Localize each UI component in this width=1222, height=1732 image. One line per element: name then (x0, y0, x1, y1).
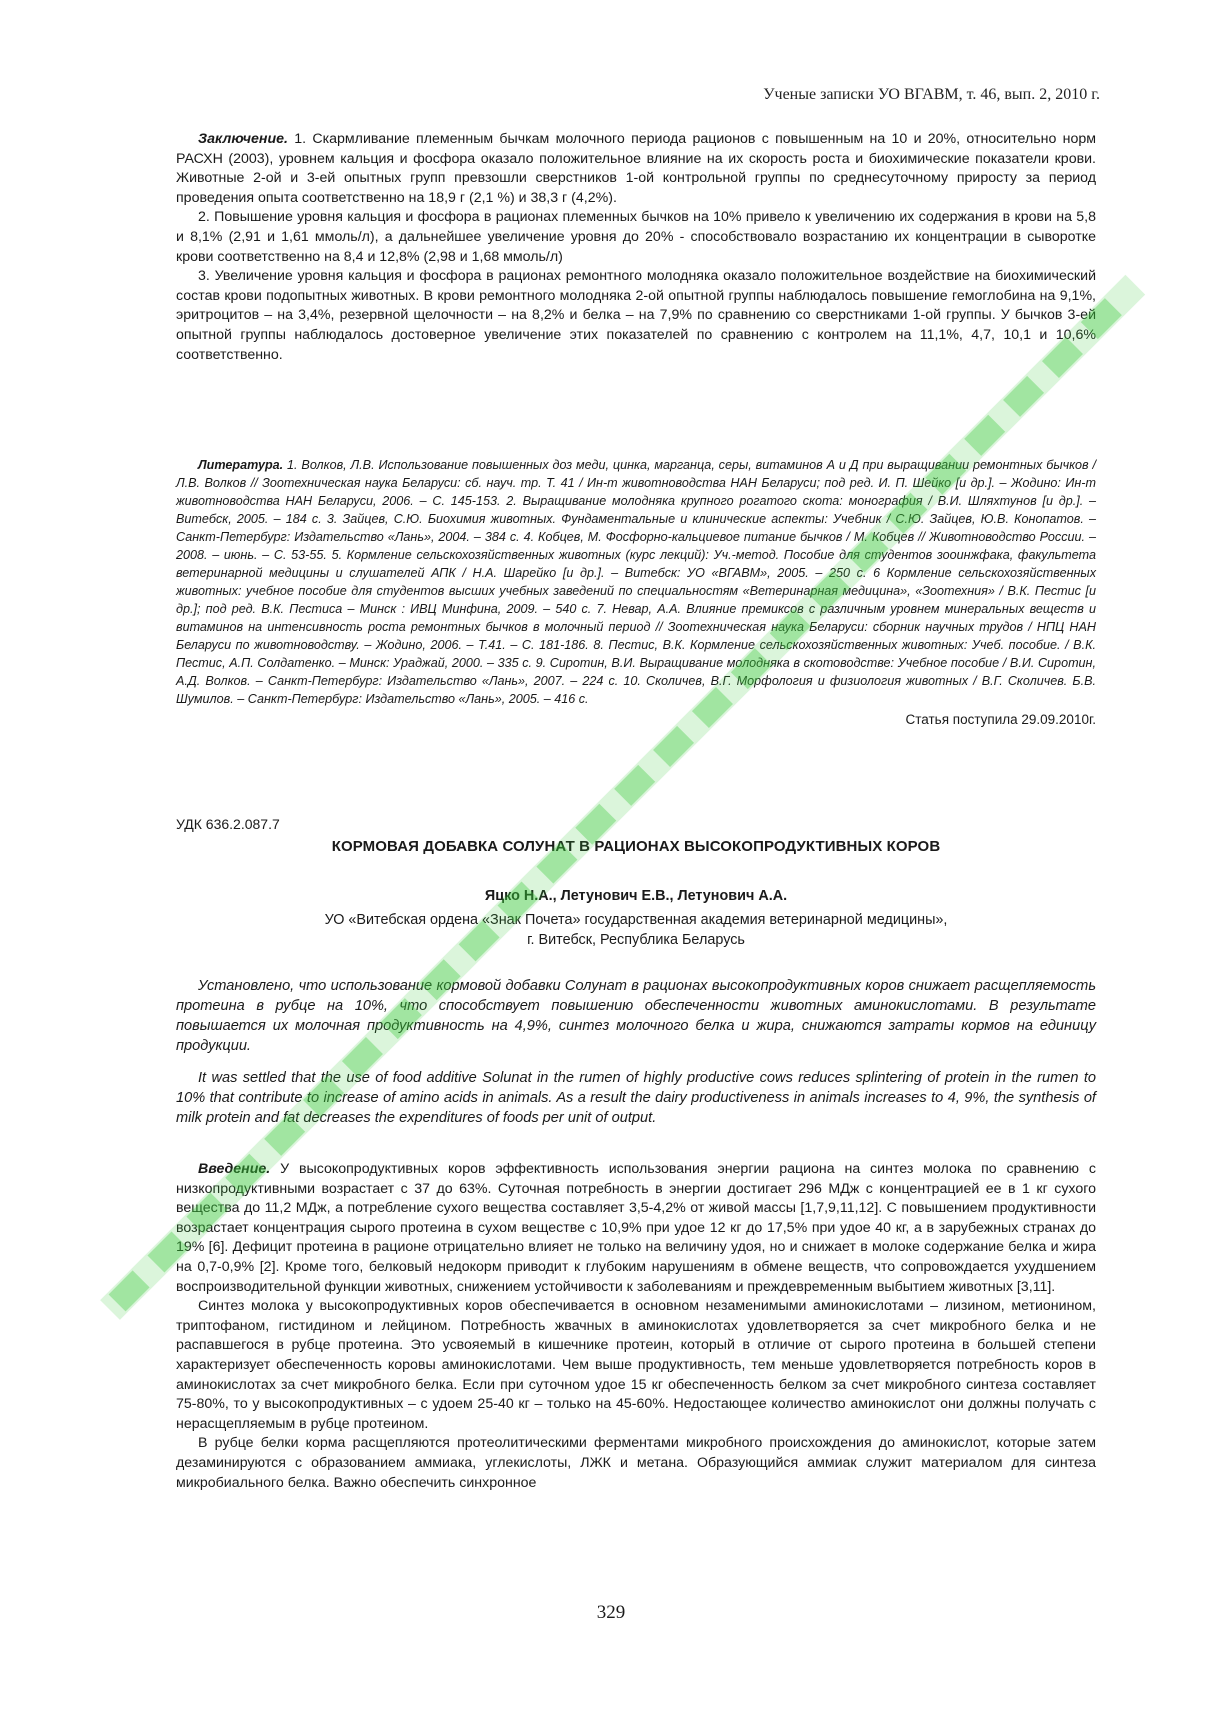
references-section (176, 456, 1096, 727)
conclusion-text-1: 1. Скармливание племенным бычкам молочного периода рационов с повышенным на 10 и 20%, относительно норм РАСХН (2003), уровнем кальция и фосфора оказало положительное влияние на их скорость роста и биохимические показатели крови. Животные 2-ой и 3-ей опытных групп превзошли сверстников 1-ой контрольной группы по среднесуточному приросту за период проведения опыта соответственно на 18,9 г (2,1 %) и 38,3 г (4,2%). (176, 131, 1096, 206)
article-title: КОРМОВАЯ ДОБАВКА СОЛУНАТ В РАЦИОНАХ ВЫСОКОПРОДУКТИВНЫХ КОРОВ (331, 838, 941, 855)
introduction-lead: Введение. (198, 1161, 271, 1177)
introduction-section (176, 1160, 1096, 1493)
references-text: 1. Волков, Л.В. Использование повышенных доз меди, цинка, марганца, серы, витаминов А и Д при выращивании ремонтных бычков / Л.В. Волков // Зоотехническая наука Беларуси: сб. науч. тр. Т. 41 / Ин-т животноводства НАН Беларуси; под ред. И. П. Шейко [и др.]. – Жодино: Ин-т животноводства НАН Беларуси, 2006. – С. 145-153. 2. Выращивание молодняка крупного рогатого скота: монография / В.И. Шляхтунов [и др.]. – Витебск, 2005. – 184 с. 3. Зайцев, С.Ю. Биохимия животных. Фундаментальные и клинические аспекты: Учебник / С.Ю. Зайцев, Ю.В. Конопатов. – Санкт-Петербург: Издательство «Лань», 2004. – 384 с. 4. Кобцев, М. Фосфорно-кальциевое питание бычков / М. Кобцев // Животноводство России. – 2008. – июнь. – С. 53-55. 5. Кормление сельскохозяйственных животных (курс лекций): Уч.-метод. Пособие для студентов зооинжфака, факультета ветеринарной медицины и слушателей АПК / Н.А. Шарейко [и др.]. – Витебск: УО «ВГАВМ», 2005. – 250 с. 6 Кормление сельскохозяйственных животных: учебное пособие для студентов высших учебных заведений по специальностям «Ветеринарная медицина», «Зоотехния» / В.К. Пестис [и др.]; под ред. В.К. Пестиса – Минск : ИВЦ Минфина, 2009. – 540 с. 7. Невар, А.А. Влияние премиксов с различным уровнем минеральных веществ и витаминов на интенсивность роста ремонтных бычков в молочный период // Зоотехническая наука Беларуси: сборник научных трудов / НПЦ НАН Беларуси по животноводству. – Жодино, 2006. – Т.41. – С. 181-186. 8. Пестис, В.К. Кормление сельскохозяйственных животных: Учеб. пособие. / В.К. Пестис, А.П. Солдатенко. – Минск: Ураджай, 2000. – 335 с. 9. Сиротин, В.И. Выращивание молодняка в скотоводстве: Учебное пособие / В.И. Сиротин, А.Д. Волков. – Санкт-Петербург: Издательство «Лань», 2007. – 224 с. 10. Сколичев, В.Г. Морфология и физиология животных / В.Г. Сколичев. Б.В. Шумилов. – Санкт-Петербург: Издательство «Лань», 2005. – 416 с. (176, 458, 1096, 706)
udk-code: УДК 636.2.087.7 (176, 816, 280, 832)
conclusion-paragraph-1 (176, 130, 1096, 208)
watermark-block (1003, 376, 1044, 417)
introduction-paragraph-3: В рубце белки корма расщепляются протеолитическими ферментами микробного происхождения до аминокислот, которые затем дезаминируются с образованием аммиака, углекислоты, ЛЖК и метана. Образующийся аммиак служит материалом для синтеза микробиального белка. Важно обеспечить синхронное (176, 1435, 1096, 1491)
watermark-block (109, 1270, 150, 1311)
watermark-block (964, 415, 1005, 456)
references-lead: Литература. (198, 458, 284, 472)
abstract-english: It was settled that the use of food additive Solunat in the rumen of highly productive cows reduces splintering of protein in the rumen to 10% that contribute to increase of amino acids in animals. As a result the dairy productiveness in animals increases to 4, 9%, the synthesis of milk protein and fat decreases the expenditures of foods per unit of output. (176, 1070, 1096, 1126)
conclusion-section (176, 130, 1096, 365)
introduction-text-1: У высокопродуктивных коров эффективность использования энергии рациона на синтез молока по сравнению с низкопродуктивными возрастает с 37 до 63%. Суточная потребность в энергии достигает 296 МДж с концентрацией ее в 1 кг сухого вещества до 11,2 МДж, а потребление сухого вещества составляет 3,5-4,2% от живой массы [1,7,9,11,12]. С повышением продуктивности возрастает концентрация сырого протеина в сухом веществе с 10,9% при удое 12 кг до 17,5% при удое 40 кг, а в зарубежных странах до 19% [6]. Дефицит протеина в рационе отрицательно влияет не только на величину удоя, но и снижает в молоке содержание белка и жира на 0,7-0,9% [2]. Кроме того, белковый недокорм приводит к глубоким нарушениям в обмене веществ, что сопровождается ухудшением воспроизводительной функции животных, снижением устойчивости к заболеваниям и преждевременным выбытием животных [3,11]. (176, 1161, 1096, 1295)
references-paragraph (176, 456, 1096, 708)
affiliation-line-1: УО «Витебская ордена «Знак Почета» государственная академия ветеринарной медицины», (324, 912, 948, 928)
abstract-russian: Установлено, что использование кормовой добавки Солунат в рационах высокопродуктивных коров снижает расщепляемость протеина в рубце на 10%, что способствует повышению обеспеченности животных аминокислотами. В результате повышается их молочная продуктивность на 4,9%, синтез молочного белка и жира, снижаются затраты кормов на единицу продукции. (176, 978, 1096, 1054)
introduction-paragraph-1 (176, 1160, 1096, 1297)
article-authors: Яцко Н.А., Летунович Е.В., Летунович А.А. (484, 888, 788, 904)
introduction-paragraph-2: Синтез молока у высокопродуктивных коров обеспечивается в основном незаменимыми аминокислотами – лизином, метионином, триптофаном, гистидином и лейцином. Потребность жвачных в аминокислотах удовлетворяется за счет микробного белка и не распавшегося в рубце протеина. Это усвояемый в кишечнике протеин, который в отличие от сырого протеина в большей степени характеризует обеспеченность коровы аминокислотами. Чем выше продуктивность, тем меньше удовлетворяется потребность коров в аминокислотах за счет микробного белка. Если при суточном удое 15 кг обеспеченность белком за счет микробного синтеза составляет 75-80%, то у высокопродуктивных – с удоем 25-40 кг – только на 45-60%. Недостающее количество аминокислот они должны получать с нерасщепляемым в рубце протеином. (176, 1298, 1096, 1432)
conclusion-paragraph-3: 3. Увеличение уровня кальция и фосфора в рационах ремонтного молодняка оказало положительное воздействие на биохимический состав крови подопытных животных. В крови ремонтного молодняка 2-ой опытной группы наблюдалось повышение гемоглобина на 9,1%, эритроцитов – на 3,4%, резервной щелочности – на 8,2% и белка – на 7,9% по сравнению со сверстниками 1-ой группы. У бычков 3-ей опытной группы наблюдалось достоверное увеличение этих показателей по сравнению с контролем на 11,1%, 4,7, 10,1 и 10,6% соответственно. (176, 268, 1096, 363)
page-number: 329 (596, 1602, 626, 1623)
running-head: Ученые записки УО ВГАВМ, т. 46, вып. 2, 2010 г. (763, 86, 1100, 103)
watermark-block (653, 726, 694, 767)
watermark-block (614, 765, 655, 806)
conclusion-paragraph-2: 2. Повышение уровня кальция и фосфора в рационах племенных бычков на 10% привело к увеличению их содержания в крови на 5,8 и 8,1% (2,91 и 1,61 ммоль/л), а дальнейшее увеличение уровня до 20% - способствовало возрастанию их концентрации в сыворотке крови соответственно на 8,4 и 12,8% (2,98 и 1,68 ммоль/л) (176, 209, 1096, 265)
conclusion-lead: Заключение. (198, 131, 288, 147)
received-date: Статья поступила 29.09.2010г. (905, 712, 1096, 727)
affiliation-line-2: г. Витебск, Республика Беларусь (527, 932, 745, 948)
